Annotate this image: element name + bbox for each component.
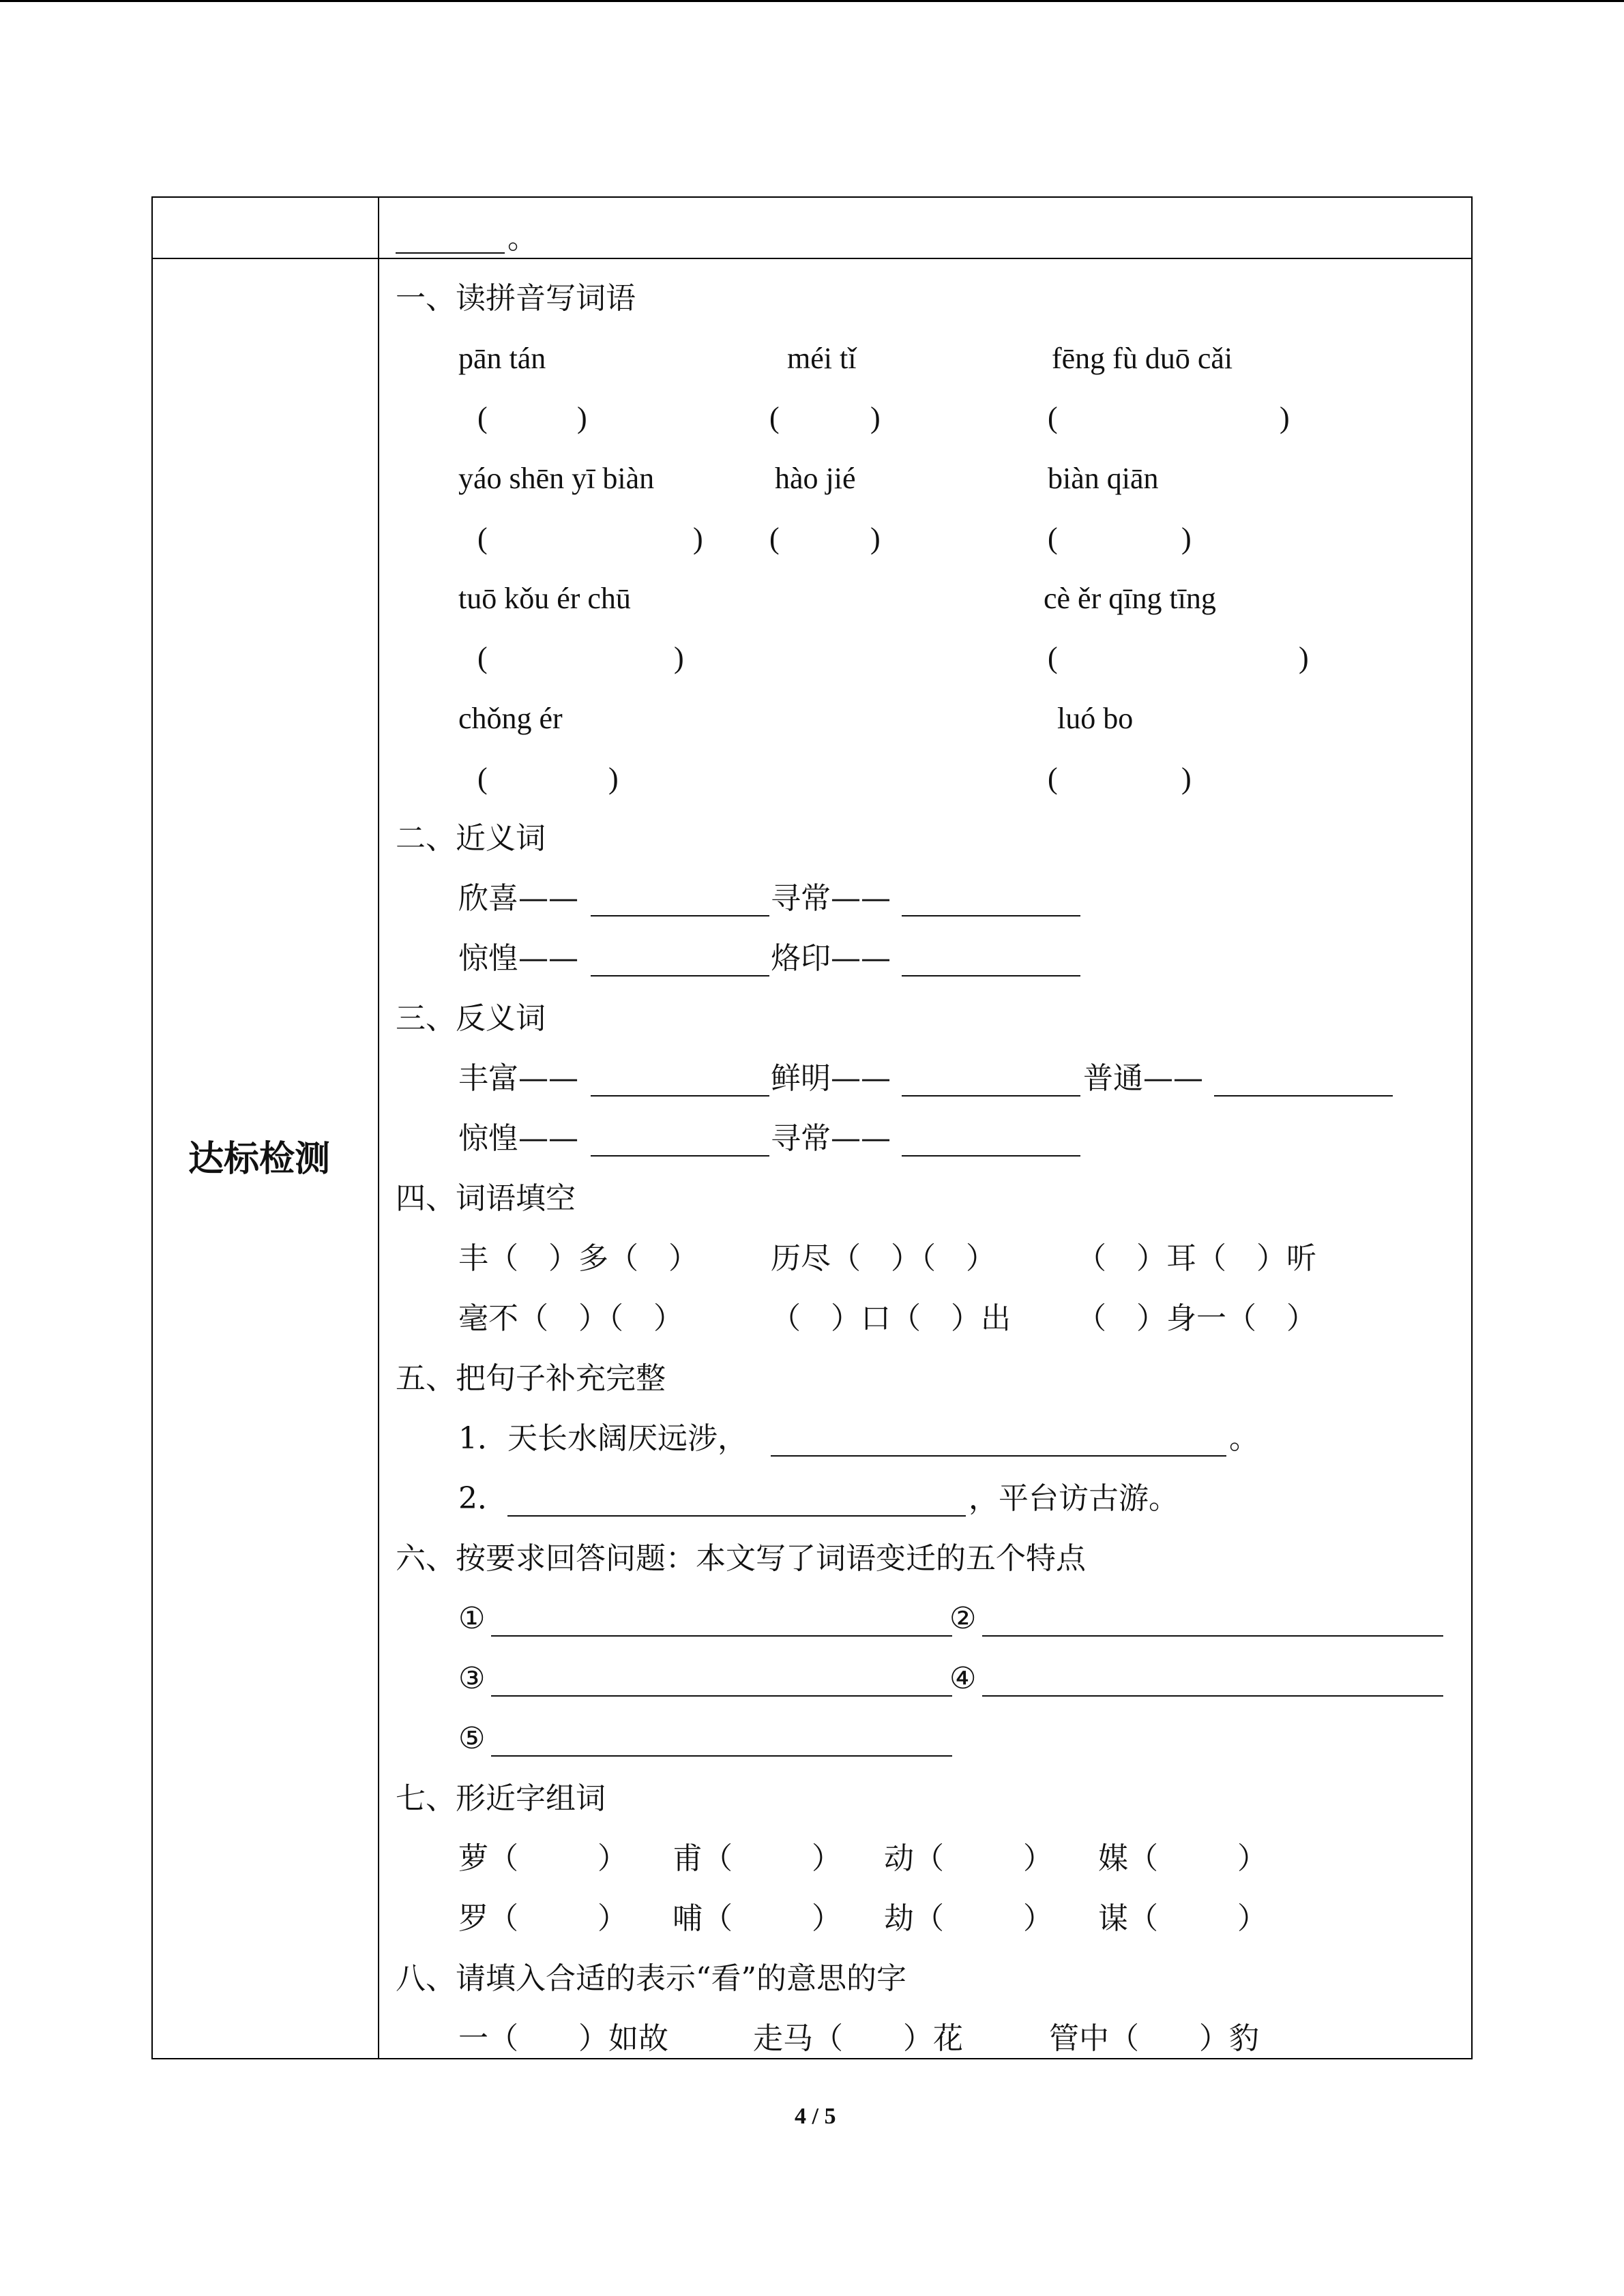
answer-line xyxy=(902,1095,1080,1097)
similar-char: 媒 xyxy=(1098,1841,1128,1876)
paren-close: ） xyxy=(1237,1901,1267,1936)
answer-line xyxy=(982,1695,1443,1697)
section-4-title: 四、词语填空 xyxy=(396,1181,576,1216)
paren-open: （ xyxy=(488,1841,518,1876)
row-divider xyxy=(151,258,1473,259)
paren-open: ( xyxy=(477,401,488,434)
circled-number: ⑤ xyxy=(458,1721,486,1756)
section-5-title: 五、把句子补充完整 xyxy=(396,1361,666,1396)
sentence-1-start: 1．天长水阔厌远涉， xyxy=(458,1421,748,1456)
antonym-word: 惊惶—— xyxy=(458,1121,578,1156)
circled-number: ④ xyxy=(949,1661,977,1696)
synonym-word: 寻常—— xyxy=(771,881,891,916)
answer-line xyxy=(491,1635,952,1637)
paren-open: （ xyxy=(703,1901,733,1936)
blank-line xyxy=(396,252,505,254)
section-7-title: 七、形近字组词 xyxy=(396,1781,606,1816)
synonym-word: 惊惶—— xyxy=(458,941,578,976)
top-border-line xyxy=(0,0,1624,2)
answer-line xyxy=(591,915,769,916)
pinyin-7: tuō kǒu ér chū xyxy=(458,582,631,615)
paren-close: ） xyxy=(812,1841,842,1876)
fill-item: 历尽（ ）（ ） xyxy=(771,1241,996,1276)
pinyin-8: cè ěr qīng tīng xyxy=(1044,582,1216,615)
answer-line xyxy=(902,915,1080,916)
pinyin-9: chǒng ér xyxy=(458,702,563,735)
pinyin-10: luó bo xyxy=(1057,702,1134,735)
section-8-title: 八、请填入合适的表示“看”的意思的字 xyxy=(396,1961,906,1996)
similar-char: 罗 xyxy=(458,1901,488,1936)
paren-open: （ xyxy=(914,1901,944,1936)
pinyin-3: fēng fù duō cǎi xyxy=(1052,342,1233,375)
paren-open: ( xyxy=(769,522,780,555)
answer-line xyxy=(491,1695,952,1697)
paren-close: ） xyxy=(812,1901,842,1936)
similar-char: 哺 xyxy=(673,1901,703,1936)
section-6-title: 六、按要求回答问题：本文写了词语变迁的五个特点 xyxy=(396,1541,1086,1576)
pinyin-2: méi tǐ xyxy=(787,342,857,375)
paren-open: （ xyxy=(488,1901,518,1936)
paren-close: ) xyxy=(1181,762,1192,795)
paren-open: ( xyxy=(1048,401,1058,434)
paren-open: （ xyxy=(1128,1901,1158,1936)
paren-open: ( xyxy=(477,522,488,555)
paren-open: ( xyxy=(1048,522,1058,555)
section-1-title: 一、读拼音写词语 xyxy=(396,281,636,316)
paren-open: （ xyxy=(1128,1841,1158,1876)
page-number: 4 / 5 xyxy=(795,2104,836,2129)
sentence-1-end: 。 xyxy=(1229,1421,1259,1456)
answer-line xyxy=(771,1455,1226,1457)
answer-line xyxy=(1214,1095,1393,1097)
idiom-item: 管中（ ）豹 xyxy=(1049,2021,1259,2056)
section-2-title: 二、近义词 xyxy=(396,821,546,856)
top-row-period: 。 xyxy=(507,221,537,256)
fill-item: 丰（ ）多（ ） xyxy=(458,1241,698,1276)
similar-char: 甫 xyxy=(673,1841,703,1876)
answer-line xyxy=(902,1155,1080,1157)
answer-line xyxy=(491,1755,952,1757)
paren-close: ) xyxy=(870,522,881,555)
answer-line xyxy=(507,1515,966,1517)
paren-close: ） xyxy=(597,1901,628,1936)
paren-close: ） xyxy=(597,1841,628,1876)
similar-char: 萝 xyxy=(458,1841,488,1876)
antonym-word: 普通—— xyxy=(1083,1061,1203,1096)
paren-close: ) xyxy=(870,401,881,434)
paren-close: ） xyxy=(1237,1841,1267,1876)
paren-close: ） xyxy=(1023,1841,1053,1876)
paren-open: ( xyxy=(477,641,488,674)
paren-open: ( xyxy=(769,401,780,434)
paren-open: ( xyxy=(1048,762,1058,795)
circled-number: ① xyxy=(458,1601,486,1636)
paren-close: ) xyxy=(1299,641,1309,674)
paren-close: ) xyxy=(693,522,703,555)
pinyin-4: yáo shēn yī biàn xyxy=(458,462,655,495)
paren-close: ) xyxy=(1280,401,1290,434)
paren-close: ) xyxy=(577,401,587,434)
fill-item: （ ）口（ ）出 xyxy=(771,1301,1011,1336)
idiom-item: 一（ ）如故 xyxy=(458,2021,668,2056)
fill-item: 毫不（ ）（ ） xyxy=(458,1301,683,1336)
antonym-word: 鲜明—— xyxy=(771,1061,891,1096)
answer-line xyxy=(902,975,1080,976)
paren-open: （ xyxy=(914,1841,944,1876)
fill-item: （ ）耳（ ）听 xyxy=(1076,1241,1316,1276)
paren-close: ) xyxy=(608,762,619,795)
paren-open: （ xyxy=(703,1841,733,1876)
answer-line xyxy=(591,1155,769,1157)
similar-char: 动 xyxy=(884,1841,914,1876)
paren-open: ( xyxy=(1048,641,1058,674)
pinyin-1: pān tán xyxy=(458,342,546,375)
paren-close: ) xyxy=(674,641,684,674)
similar-char: 谋 xyxy=(1098,1901,1128,1936)
answer-line xyxy=(591,1095,769,1097)
idiom-item: 走马（ ）花 xyxy=(753,2021,963,2056)
synonym-word: 烙印—— xyxy=(771,941,891,976)
paren-close: ） xyxy=(1023,1901,1053,1936)
column-divider xyxy=(378,196,379,2059)
paren-close: ) xyxy=(1181,522,1192,555)
section-3-title: 三、反义词 xyxy=(396,1001,546,1036)
paren-open: ( xyxy=(477,762,488,795)
pinyin-6: biàn qiān xyxy=(1048,462,1159,495)
section-label: 达标检测 xyxy=(188,1139,331,1180)
antonym-word: 寻常—— xyxy=(771,1121,891,1156)
circled-number: ② xyxy=(949,1601,977,1636)
similar-char: 劫 xyxy=(884,1901,914,1936)
synonym-word: 欣喜—— xyxy=(458,881,578,916)
sentence-2-start: 2． xyxy=(458,1481,507,1516)
answer-line xyxy=(591,975,769,976)
fill-item: （ ）身一（ ） xyxy=(1076,1301,1316,1336)
sentence-2-end: ，平台访古游。 xyxy=(969,1481,1179,1516)
pinyin-5: hào jié xyxy=(775,462,856,495)
antonym-word: 丰富—— xyxy=(458,1061,578,1096)
answer-line xyxy=(982,1635,1443,1637)
circled-number: ③ xyxy=(458,1661,486,1696)
